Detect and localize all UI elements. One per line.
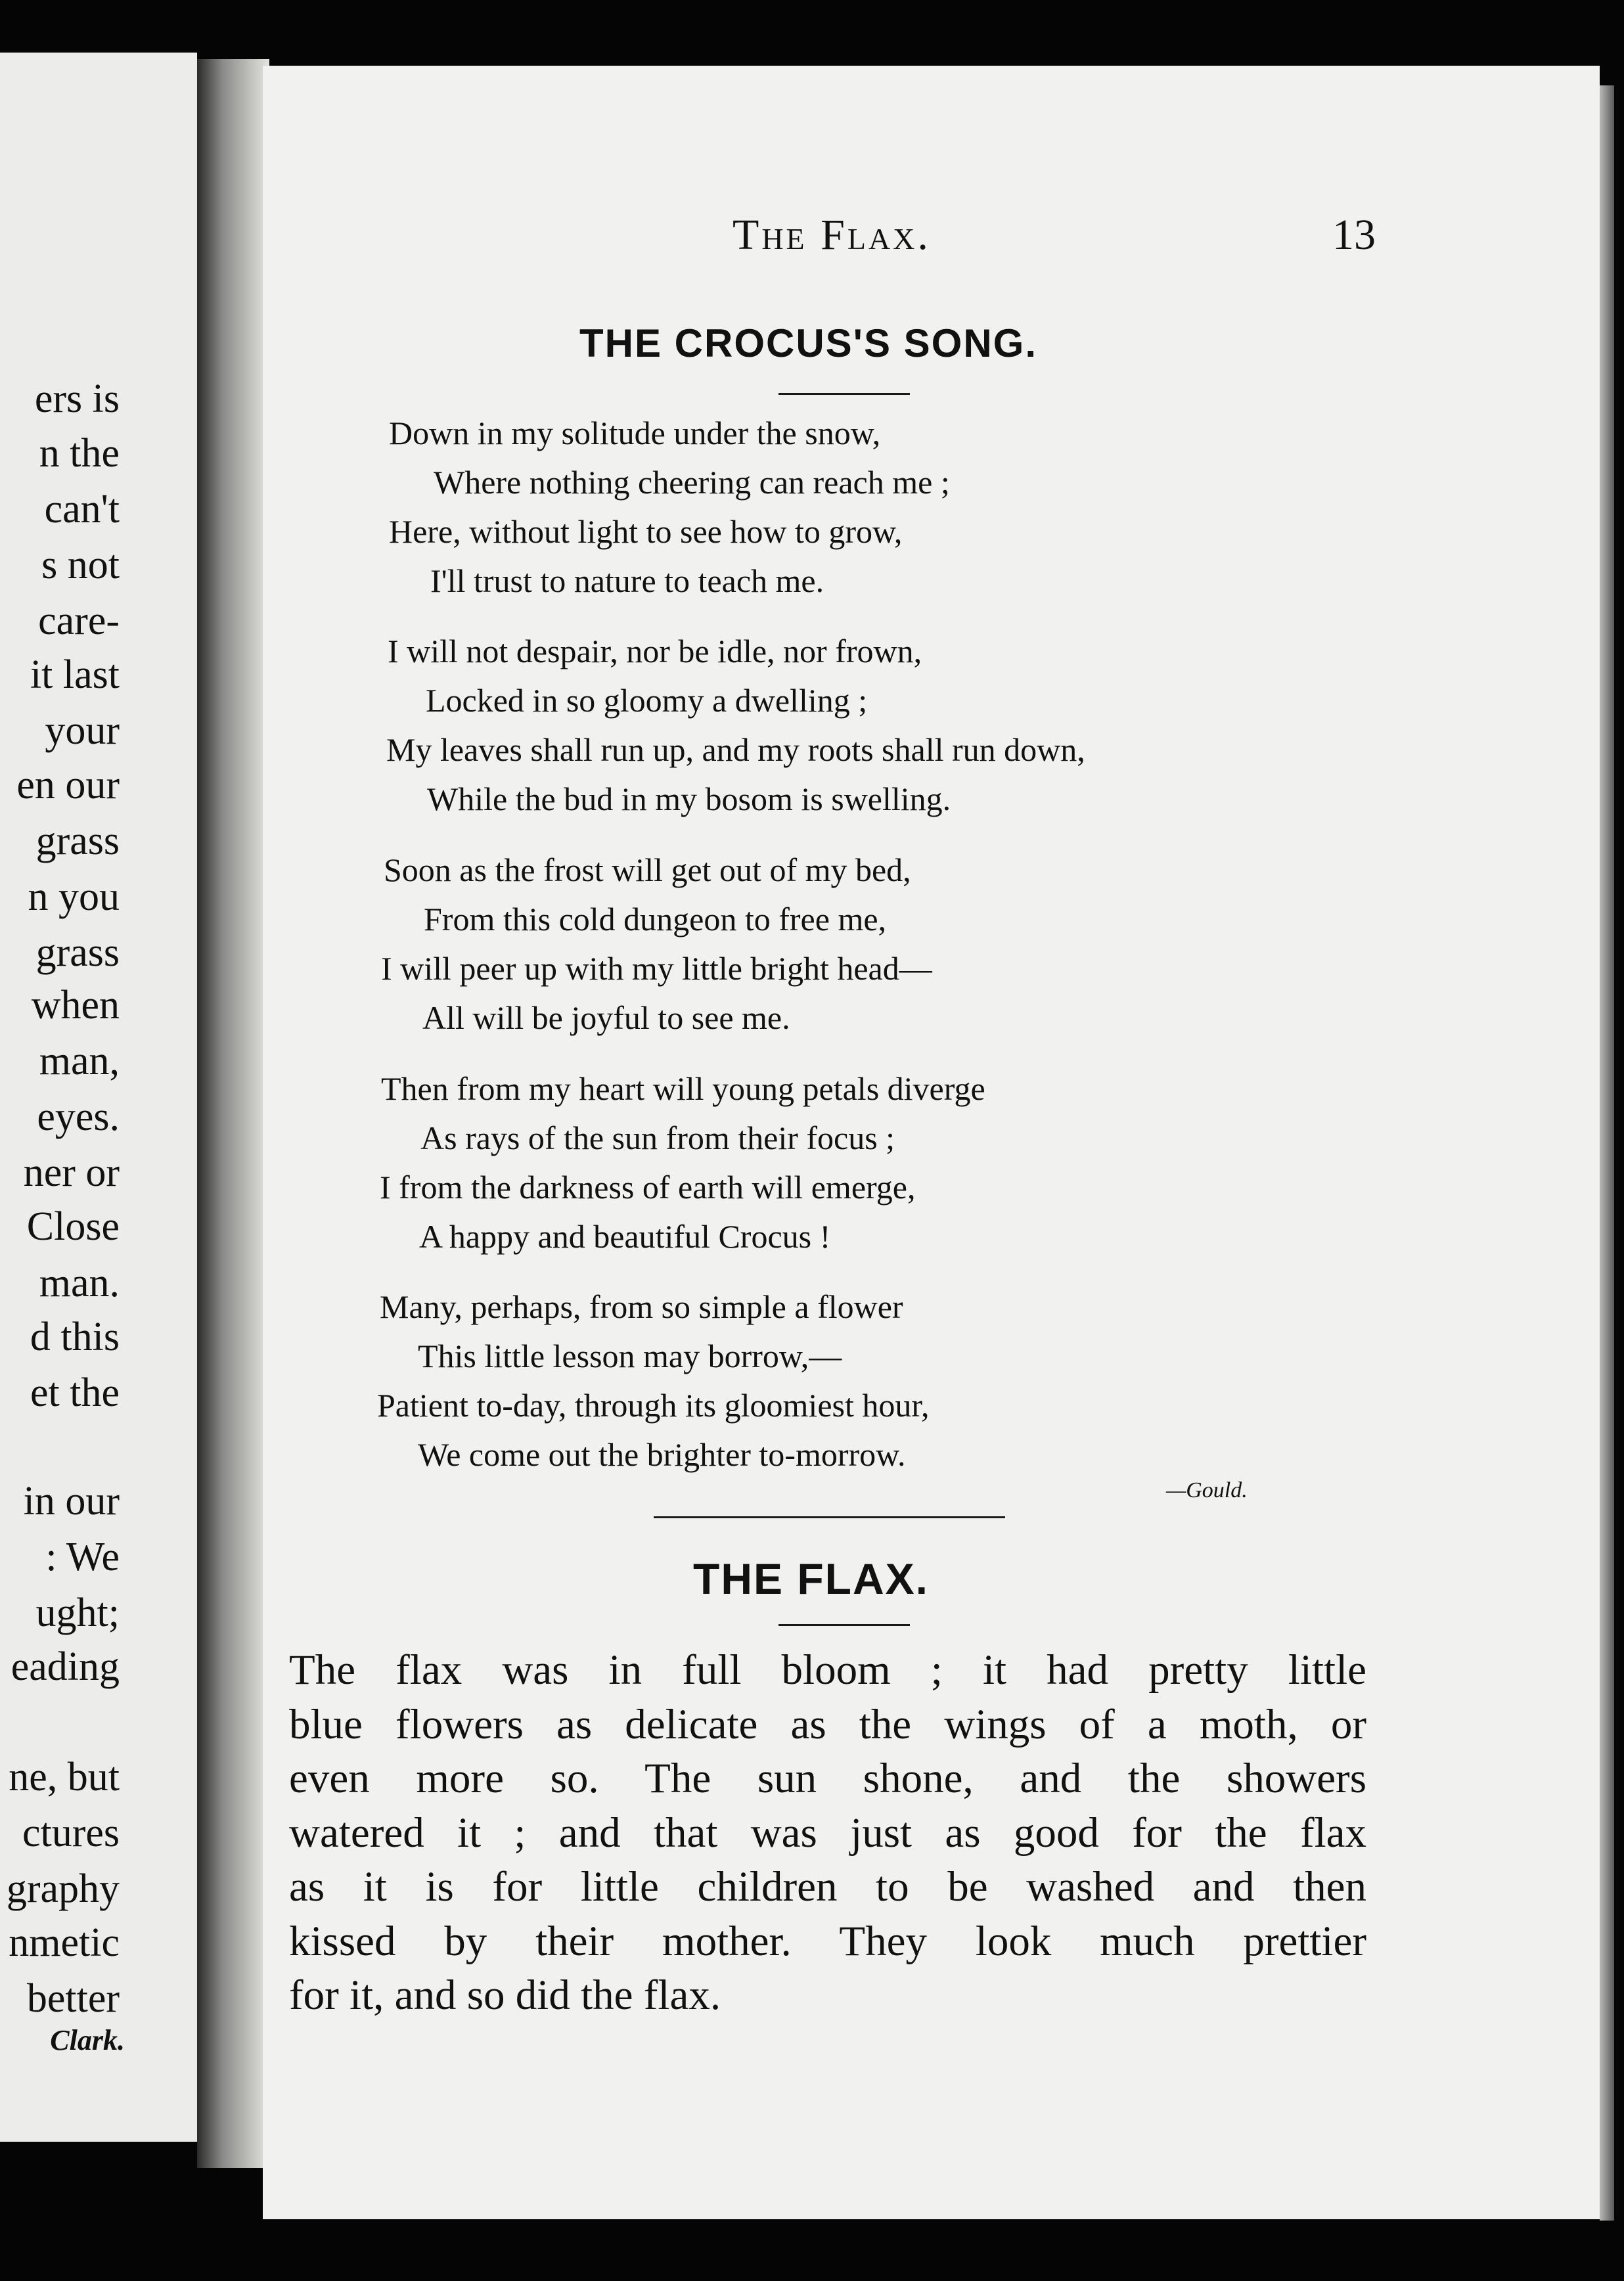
left-page-line: ne, but <box>9 1755 120 1799</box>
left-page-line: nmetic <box>9 1920 120 1965</box>
poem-line: As rays of the sun from their focus ; <box>420 1119 895 1156</box>
poem-line: Here, without light to see how to grow, <box>389 513 903 550</box>
story-line: The flax was in full bloom ; it had pretty little <box>289 1646 1366 1694</box>
left-page-line: when <box>31 983 120 1028</box>
poem-line: Patient to-day, through its gloomiest hour, <box>377 1387 930 1424</box>
left-page-line: grass <box>35 819 120 863</box>
title-rule <box>778 1624 910 1626</box>
poem-line: Then from my heart will young petals diverge <box>381 1070 985 1107</box>
page-edge <box>1600 85 1614 2221</box>
left-page-line: can't <box>44 487 120 531</box>
story-line: even more so. The sun shone, and the showers <box>289 1755 1366 1802</box>
poem-line: A happy and beautiful Crocus ! <box>419 1218 831 1255</box>
left-page-line: en our <box>16 763 120 807</box>
poem-author: —Gould. <box>1166 1478 1248 1502</box>
left-page-line: n the <box>39 431 120 476</box>
story-line: as it is for little children to be washed and then <box>289 1863 1366 1910</box>
left-page-line: ctures <box>22 1811 120 1855</box>
story-line: watered it ; and that was just as good for the flax <box>289 1809 1366 1857</box>
story-line: blue flowers as delicate as the wings of a moth, or <box>289 1701 1366 1748</box>
poem-title: THE CROCUS'S SONG. <box>579 321 1037 365</box>
story-line: kissed by their mother. They look much prettier <box>289 1918 1366 1965</box>
story-line: for it, and so did the flax. <box>289 1972 721 2019</box>
running-head: The Flax. <box>733 211 931 259</box>
poem-line: From this cold dungeon to free me, <box>424 901 887 937</box>
poem-line: I will not despair, nor be idle, nor frown, <box>388 633 922 669</box>
left-page-line: ers is <box>34 376 120 421</box>
poem-line: Down in my solitude under the snow, <box>389 415 881 451</box>
left-page-line: ught; <box>35 1591 120 1635</box>
section-rule <box>654 1516 1005 1518</box>
poem-line: Many, perhaps, from so simple a flower <box>380 1288 903 1325</box>
book-gutter <box>197 59 269 2168</box>
poem-line: I'll trust to nature to teach me. <box>430 562 824 599</box>
left-page-line: man, <box>39 1039 120 1083</box>
left-page-line: et the <box>30 1370 120 1415</box>
poem-line: I will peer up with my little bright head— <box>381 950 932 987</box>
poem-line: I from the darkness of earth will emerge, <box>380 1169 916 1206</box>
left-page-line: your <box>45 708 120 753</box>
poem-line: Where nothing cheering can reach me ; <box>434 464 950 501</box>
title-rule <box>778 393 910 395</box>
left-page-line: n you <box>28 874 120 919</box>
story-title: THE FLAX. <box>693 1554 929 1603</box>
left-page-line: better <box>26 1976 120 2021</box>
poem-line: My leaves shall run up, and my roots shall run down, <box>386 731 1085 768</box>
left-page-line: man. <box>39 1261 120 1305</box>
poem-line: All will be joyful to see me. <box>422 999 790 1036</box>
poem-line: Locked in so gloomy a dwelling ; <box>426 682 868 719</box>
poem-line: While the bud in my bosom is swelling. <box>427 780 951 817</box>
left-page-line: ner or <box>23 1150 120 1195</box>
left-facing-page <box>0 53 197 2142</box>
poem-line: Soon as the frost will get out of my bed, <box>384 851 911 888</box>
left-page-line: grass <box>35 930 120 975</box>
poem-line: We come out the brighter to-morrow. <box>418 1436 906 1473</box>
left-page-signature: Clark. <box>50 2024 125 2056</box>
left-page-line: s not <box>41 543 120 587</box>
left-page-line: eading <box>11 1644 120 1689</box>
left-page-line: it last <box>30 652 120 697</box>
left-page-line: eyes. <box>37 1095 120 1139</box>
left-page-line: : We <box>45 1535 120 1579</box>
left-page-line: in our <box>23 1479 120 1524</box>
left-page-line: graphy <box>6 1866 120 1911</box>
left-page-line: care- <box>38 598 120 643</box>
poem-line: This little lesson may borrow,— <box>418 1338 842 1374</box>
left-page-line: Close <box>26 1204 120 1249</box>
page-number: 13 <box>1332 211 1376 259</box>
left-page-line: d this <box>30 1315 120 1359</box>
